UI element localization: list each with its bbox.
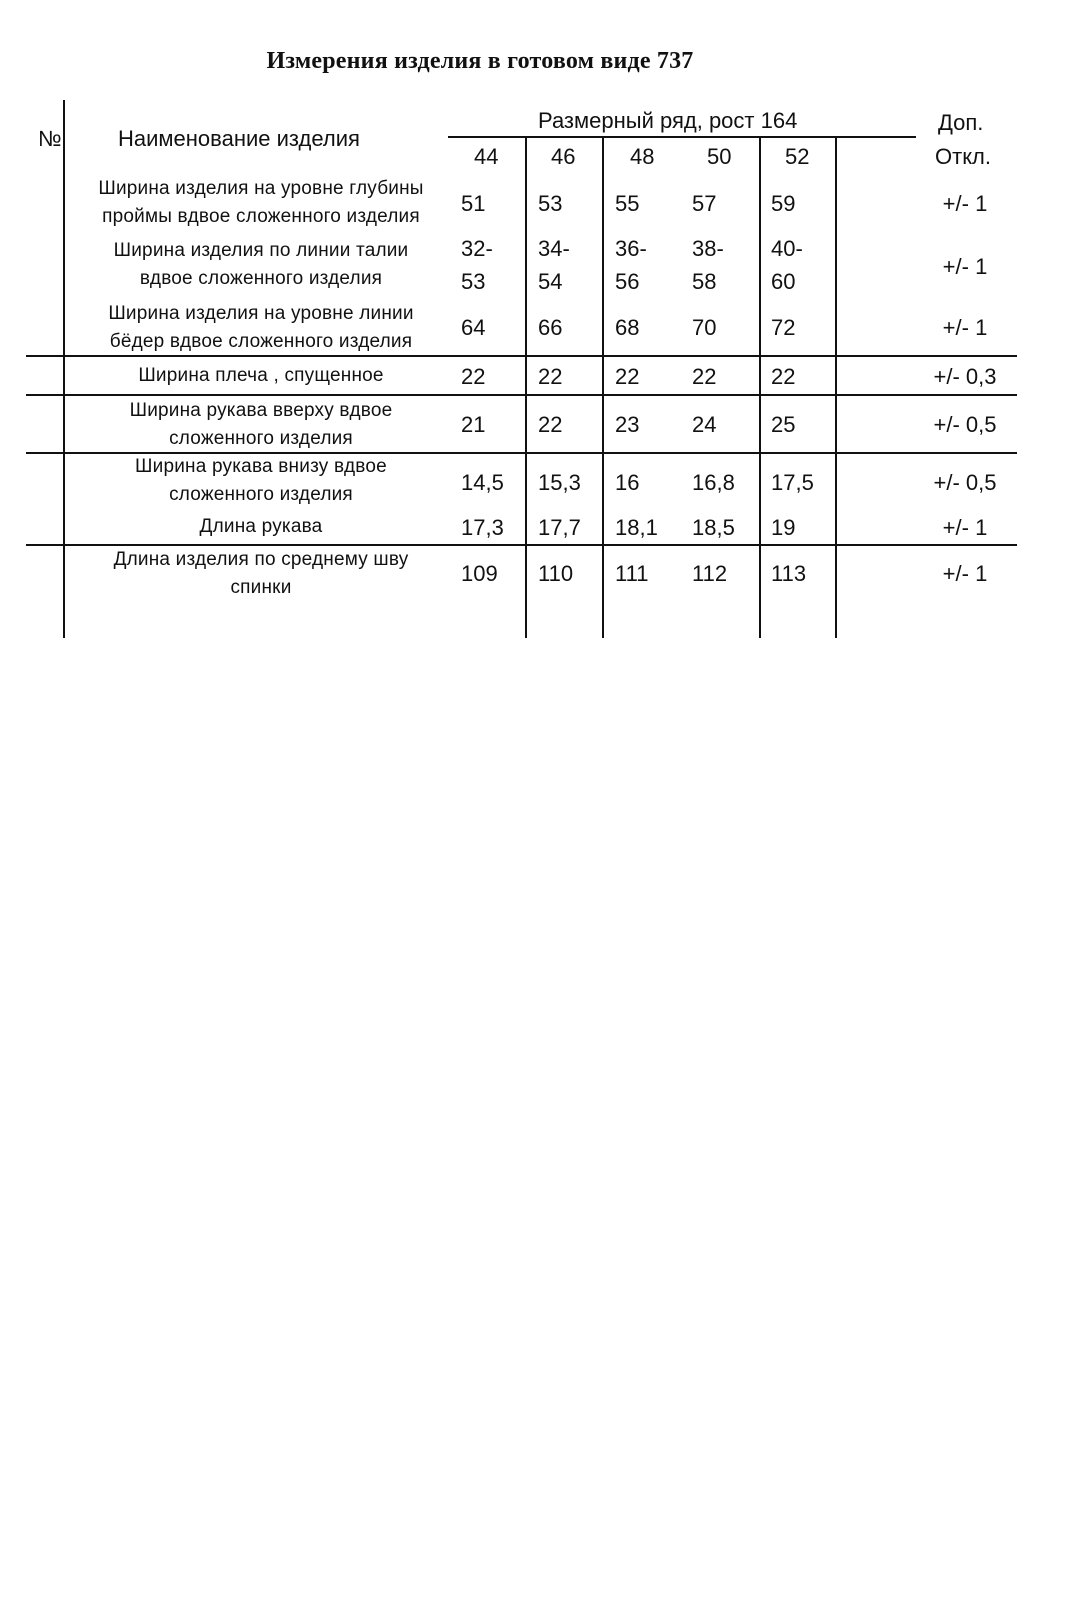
grid-line-col-46 bbox=[525, 138, 527, 638]
row-7-tolerance: +/- 1 bbox=[942, 561, 988, 586]
row-6-value-52: 19 bbox=[771, 515, 796, 540]
row-7-name-line2: спинки bbox=[230, 577, 292, 598]
grid-line-col-48 bbox=[602, 138, 604, 638]
row-1-name-line2: вдвое сложенного изделия bbox=[139, 268, 383, 289]
tolerance-header-line2: Откл. bbox=[935, 144, 992, 169]
row-0-value-46: 53 bbox=[538, 191, 563, 216]
size-header-44: 44 bbox=[474, 144, 499, 169]
row-7-name-line1: Длина изделия по среднему шву bbox=[113, 549, 409, 570]
row-3-value-44: 22 bbox=[461, 364, 486, 389]
size-header-52: 52 bbox=[785, 144, 810, 169]
row-1-name bbox=[66, 237, 456, 293]
row-7-value-44: 109 bbox=[461, 561, 498, 586]
row-6-value-44: 17,3 bbox=[461, 515, 504, 540]
name-column-header: Наименование изделия bbox=[118, 126, 360, 151]
row-6-value-46: 17,7 bbox=[538, 515, 581, 540]
row-1-name-line1: Ширина изделия по линии талии bbox=[113, 240, 409, 261]
size-range-header: Размерный ряд, рост 164 bbox=[538, 108, 798, 133]
row-4-name-line1: Ширина рукава вверху вдвое bbox=[129, 400, 393, 421]
row-0-value-50: 57 bbox=[692, 191, 717, 216]
row-0-tolerance: +/- 1 bbox=[942, 191, 988, 216]
row-5-value-48: 16 bbox=[615, 470, 640, 495]
row-3-value-48: 22 bbox=[615, 364, 640, 389]
row-1-value-52: 40- 60 bbox=[771, 236, 803, 294]
row-3-tolerance: +/- 0,3 bbox=[933, 364, 997, 389]
size-header-46: 46 bbox=[551, 144, 576, 169]
row-2-value-44: 64 bbox=[461, 315, 486, 340]
grid-line-col-tolerance bbox=[835, 138, 837, 638]
size-header-50: 50 bbox=[707, 144, 732, 169]
measurement-table bbox=[0, 0, 1066, 660]
row-1-value-46: 34- 54 bbox=[538, 236, 570, 294]
row-4-value-44: 21 bbox=[461, 412, 486, 437]
row-7-value-52: 113 bbox=[771, 561, 807, 586]
row-2-name bbox=[66, 300, 456, 356]
row-3-value-52: 22 bbox=[771, 364, 796, 389]
row-1-value-50: 38- 58 bbox=[692, 236, 724, 294]
row-0-name-line2: проймы вдвое сложенного изделия bbox=[102, 206, 420, 227]
row-0-name bbox=[66, 175, 456, 231]
row-5-value-50: 16,8 bbox=[692, 470, 735, 495]
row-1-value-44: 32- 53 bbox=[461, 236, 493, 294]
row-5-value-52: 17,5 bbox=[771, 470, 814, 495]
number-column-header: № bbox=[38, 126, 62, 151]
row-6-value-48: 18,1 bbox=[615, 515, 658, 540]
row-2-value-50: 70 bbox=[692, 315, 717, 340]
row-4-value-52: 25 bbox=[771, 412, 796, 437]
row-1-value-48: 36- 56 bbox=[615, 236, 647, 294]
row-0-value-48: 55 bbox=[615, 191, 640, 216]
row-6-name bbox=[66, 513, 456, 541]
row-0-value-44: 51 bbox=[461, 191, 486, 216]
row-0-name-line1: Ширина изделия на уровне глубины bbox=[98, 178, 424, 199]
row-4-name-line2: сложенного изделия bbox=[169, 428, 353, 449]
row-5-value-44: 14,5 bbox=[461, 470, 504, 495]
row-7-value-50: 112 bbox=[692, 561, 728, 586]
document-title: Измерения изделия в готовом виде 737 bbox=[266, 48, 694, 74]
row-2-tolerance: +/- 1 bbox=[942, 315, 988, 340]
row-5-tolerance: +/- 0,5 bbox=[933, 470, 997, 495]
row-4-value-50: 24 bbox=[692, 412, 717, 437]
row-0-value-52: 59 bbox=[771, 191, 796, 216]
row-6-value-50: 18,5 bbox=[692, 515, 735, 540]
grid-line-col-52 bbox=[759, 138, 761, 638]
row-5-name-line1: Ширина рукава внизу вдвое bbox=[135, 456, 387, 477]
row-4-tolerance: +/- 0,5 bbox=[933, 412, 997, 437]
row-4-value-48: 23 bbox=[615, 412, 640, 437]
row-3-value-46: 22 bbox=[538, 364, 563, 389]
grid-line-row-4 bbox=[26, 394, 1017, 396]
row-6-name-line1: Длина рукава bbox=[199, 516, 323, 537]
row-3-name-line1: Ширина плеча , спущенное bbox=[138, 365, 384, 386]
row-4-value-46: 22 bbox=[538, 412, 563, 437]
row-6-tolerance: +/- 1 bbox=[942, 515, 988, 540]
row-2-name-line1: Ширина изделия на уровне линии bbox=[108, 303, 414, 324]
row-2-value-46: 66 bbox=[538, 315, 563, 340]
row-7-name bbox=[66, 546, 456, 602]
row-1-tolerance: +/- 1 bbox=[942, 254, 988, 279]
row-7-value-48: 111 bbox=[615, 561, 649, 586]
row-7-value-46: 110 bbox=[538, 561, 574, 586]
row-2-value-48: 68 bbox=[615, 315, 640, 340]
grid-line-size-header bbox=[448, 136, 916, 138]
row-5-name-line2: сложенного изделия bbox=[169, 484, 353, 505]
row-2-name-line2: бёдер вдвое сложенного изделия bbox=[109, 331, 413, 352]
row-3-value-50: 22 bbox=[692, 364, 717, 389]
row-3-name bbox=[66, 362, 456, 390]
grid-line-name-left bbox=[63, 100, 65, 638]
size-header-48: 48 bbox=[630, 144, 655, 169]
row-2-value-52: 72 bbox=[771, 315, 796, 340]
row-4-name bbox=[66, 397, 456, 453]
row-5-name bbox=[66, 453, 456, 509]
row-5-value-46: 15,3 bbox=[538, 470, 581, 495]
tolerance-header-line1: Доп. bbox=[938, 110, 984, 135]
